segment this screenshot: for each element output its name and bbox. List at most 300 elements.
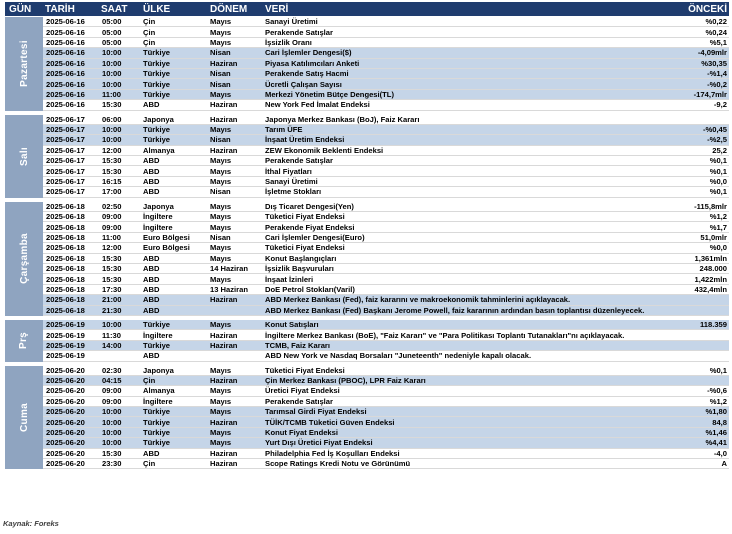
row-time: 04:15: [102, 376, 122, 386]
row-time: 10:00: [102, 48, 122, 58]
row-date: 2025-06-18: [46, 201, 85, 211]
row-previous: -4,0: [713, 448, 727, 458]
row-period: Mayıs: [210, 386, 232, 396]
row-time: 10:00: [102, 438, 122, 448]
row-date: 2025-06-20: [46, 459, 85, 469]
row-country: İngiltere: [143, 330, 173, 340]
row-time: 12:00: [102, 145, 122, 155]
row-date: 2025-06-17: [46, 156, 85, 166]
day-name: Çarşamba: [18, 233, 30, 285]
table-row: [43, 166, 729, 176]
row-time: 21:00: [102, 295, 122, 305]
table-row: [43, 254, 729, 264]
row-time: 10:00: [102, 135, 122, 145]
row-date: 2025-06-17: [46, 187, 85, 197]
table-row: [43, 341, 729, 351]
row-event: TÜİK/TCMB Tüketici Güven Endeksi: [265, 417, 395, 427]
table-row: [43, 17, 729, 27]
day-label: [5, 115, 43, 198]
row-previous: %0,1: [709, 187, 727, 197]
row-period: Mayıs: [210, 428, 232, 438]
row-period: Mayıs: [210, 274, 232, 284]
row-time: 21:30: [102, 305, 122, 315]
row-country: ABD: [143, 351, 160, 361]
table-row: [43, 90, 729, 100]
row-previous: %0,1: [709, 365, 727, 375]
row-country: Türkiye: [143, 48, 171, 58]
header-veri: VERİ: [265, 3, 289, 15]
row-time: 02:30: [102, 365, 122, 375]
table-row: [43, 187, 729, 197]
row-previous: %0,0: [709, 243, 727, 253]
row-period: Haziran: [210, 330, 238, 340]
row-time: 10:00: [102, 428, 122, 438]
row-previous: -4,09mlr: [697, 48, 727, 58]
row-date: 2025-06-20: [46, 438, 85, 448]
day-group-2: [5, 202, 729, 316]
row-time: 06:00: [102, 114, 122, 124]
row-date: 2025-06-20: [46, 448, 85, 458]
row-previous: %0,1: [709, 156, 727, 166]
row-country: ABD: [143, 284, 160, 294]
row-previous: 84,8: [712, 417, 727, 427]
table-row: [43, 407, 729, 417]
row-event: Tüketici Fiyat Endeksi: [265, 243, 345, 253]
row-country: İngiltere: [143, 212, 173, 222]
row-event: TCMB, Faiz Kararı: [265, 340, 330, 350]
row-event: Japonya Merkez Bankası (BoJ), Faiz Kararı: [265, 114, 420, 124]
row-time: 10:00: [102, 417, 122, 427]
row-time: 11:30: [102, 330, 122, 340]
row-time: 10:00: [102, 58, 122, 68]
row-date: 2025-06-16: [46, 79, 85, 89]
row-date: 2025-06-18: [46, 295, 85, 305]
row-time: 09:00: [102, 396, 122, 406]
row-time: 09:00: [102, 212, 122, 222]
row-previous: -%1,4: [707, 69, 727, 79]
row-time: 15:30: [102, 166, 122, 176]
row-date: 2025-06-20: [46, 417, 85, 427]
row-previous: %1,2: [709, 396, 727, 406]
row-country: Japonya: [143, 114, 174, 124]
table-row: [43, 386, 729, 396]
row-time: 12:00: [102, 243, 122, 253]
row-time: 17:00: [102, 187, 122, 197]
row-date: 2025-06-18: [46, 212, 85, 222]
row-time: 15:30: [102, 264, 122, 274]
table-row: [43, 366, 729, 376]
row-event: Perakende Fiyat Endeksi: [265, 222, 355, 232]
row-event: Konut Satışları: [265, 320, 319, 330]
row-event: ABD Merkez Bankası (Fed) Başkanı Jerome Powell, faiz kararının ardından basın toplantısı düzenleyecek.: [265, 305, 645, 315]
day-name: Salı: [18, 146, 30, 166]
day-label: [5, 17, 43, 111]
row-period: Mayıs: [210, 17, 232, 27]
row-event: İngiltere Merkez Bankası (BoE), "Faiz Kararı" ve "Para Politikası Toplantı Tutanakları"nı açıklayacak.: [265, 330, 625, 340]
row-event: Cari İşlemler Dengesi($): [265, 48, 352, 58]
day-rows: [43, 17, 729, 111]
row-event: İnşaat Üretim Endeksi: [265, 135, 345, 145]
day-group-4: [5, 366, 729, 470]
day-rows: [43, 202, 729, 316]
day-rows: [43, 115, 729, 198]
row-country: ABD: [143, 448, 160, 458]
table-row: [43, 274, 729, 284]
row-date: 2025-06-16: [46, 37, 85, 47]
row-previous: %1,2: [709, 212, 727, 222]
row-event: Ücretli Çalışan Sayısı: [265, 79, 342, 89]
row-country: İngiltere: [143, 396, 173, 406]
row-event: Tüketici Fiyat Endeksi: [265, 365, 345, 375]
row-time: 15:30: [102, 100, 122, 110]
row-period: Mayıs: [210, 253, 232, 263]
table-row: [43, 428, 729, 438]
row-event: İşsizlik Başvuruları: [265, 264, 334, 274]
table-row: [43, 306, 729, 316]
row-date: 2025-06-19: [46, 330, 85, 340]
row-period: Nisan: [210, 48, 231, 58]
row-country: Almanya: [143, 386, 175, 396]
row-country: Türkiye: [143, 58, 171, 68]
row-event: Piyasa Katılımcıları Anketi: [265, 58, 360, 68]
table-row: [43, 397, 729, 407]
row-event: Philadelphia Fed İş Koşulları Endeksi: [265, 448, 400, 458]
row-period: Haziran: [210, 145, 238, 155]
table-row: [43, 233, 729, 243]
table-row: [43, 449, 729, 459]
row-period: Haziran: [210, 100, 238, 110]
row-country: Almanya: [143, 145, 175, 155]
row-event: Scope Ratings Kredi Notu ve Görünümü: [265, 459, 411, 469]
row-country: Euro Bölgesi: [143, 233, 190, 242]
row-country: Türkiye: [143, 438, 171, 448]
day-name: Prş: [18, 332, 30, 350]
row-country: ABD: [143, 166, 160, 176]
row-previous: -%0,6: [707, 386, 727, 396]
row-period: Mayıs: [210, 37, 232, 47]
row-country: Euro Bölgesi: [143, 243, 190, 253]
row-date: 2025-06-17: [46, 177, 85, 187]
table-row: [43, 202, 729, 212]
row-period: Haziran: [210, 448, 238, 458]
row-time: 15:30: [102, 448, 122, 458]
table-row: [43, 295, 729, 305]
row-event: New York Fed İmalat Endeksi: [265, 100, 370, 110]
day-name: Cuma: [18, 402, 30, 432]
row-country: Çin: [143, 37, 156, 47]
row-previous: %0,24: [705, 27, 727, 37]
row-time: 02:50: [102, 201, 122, 211]
table-row: [43, 38, 729, 48]
table-row: [43, 243, 729, 253]
row-country: ABD: [143, 177, 160, 187]
table-row: [43, 212, 729, 222]
row-time: 11:00: [102, 89, 122, 99]
table-row: [43, 115, 729, 125]
row-country: Türkiye: [143, 135, 171, 145]
row-country: ABD: [143, 187, 160, 197]
row-country: Japonya: [143, 365, 174, 375]
row-period: Mayıs: [210, 320, 232, 330]
table-row: [43, 27, 729, 37]
row-event: Konut Fiyat Endeksi: [265, 428, 338, 438]
row-event: ZEW Ekonomik Beklenti Endeksi: [265, 145, 384, 155]
row-event: Dış Ticaret Dengesi(Yen): [265, 201, 354, 211]
row-previous: 1,422mln: [694, 274, 727, 284]
row-time: 10:00: [102, 79, 122, 89]
row-previous: %1,80: [705, 407, 727, 417]
row-period: Nisan: [210, 69, 231, 79]
day-label: [5, 202, 43, 316]
day-rows: [43, 320, 729, 362]
row-previous: A: [721, 459, 727, 469]
day-group-0: [5, 17, 729, 111]
row-date: 2025-06-20: [46, 407, 85, 417]
row-event: Üretici Fiyat Endeksi: [265, 386, 340, 396]
row-event: Yurt Dışı Üretici Fiyat Endeksi: [265, 438, 373, 448]
row-previous: 248.000: [699, 264, 727, 274]
row-date: 2025-06-17: [46, 145, 85, 155]
row-event: Tüketici Fiyat Endeksi: [265, 212, 345, 222]
row-event: Sanayi Üretimi: [265, 177, 318, 187]
row-date: 2025-06-16: [46, 58, 85, 68]
row-period: Mayıs: [210, 243, 232, 253]
row-date: 2025-06-16: [46, 48, 85, 58]
table-row: [43, 146, 729, 156]
table-row: [43, 438, 729, 448]
row-period: Nisan: [210, 187, 231, 197]
row-previous: %1,46: [705, 428, 727, 438]
header-gun: GÜN: [9, 3, 32, 15]
row-country: ABD: [143, 100, 160, 110]
row-period: Nisan: [210, 79, 231, 89]
row-event: ABD Merkez Bankası (Fed), faiz kararını ve makroekonomik tahminlerini açıklayacak.: [265, 295, 571, 305]
table-row: [43, 330, 729, 340]
row-date: 2025-06-20: [46, 396, 85, 406]
row-period: Mayıs: [210, 177, 232, 187]
row-time: 23:30: [102, 459, 122, 469]
row-time: 05:00: [102, 27, 122, 37]
row-date: 2025-06-18: [46, 274, 85, 284]
row-date: 2025-06-17: [46, 114, 85, 124]
row-time: 10:00: [102, 125, 122, 135]
row-date: 2025-06-18: [46, 305, 85, 315]
row-event: Sanayi Üretimi: [265, 17, 318, 27]
economic-calendar-table: [5, 2, 729, 469]
row-date: 2025-06-19: [46, 320, 85, 330]
row-previous: -174,7mlr: [693, 89, 727, 99]
row-time: 05:00: [102, 17, 122, 27]
row-date: 2025-06-20: [46, 365, 85, 375]
row-country: Çin: [143, 17, 156, 27]
row-date: 2025-06-19: [46, 340, 85, 350]
row-period: Mayıs: [210, 365, 232, 375]
row-period: Haziran: [210, 295, 238, 305]
row-period: Mayıs: [210, 438, 232, 448]
table-row: [43, 100, 729, 110]
row-previous: -%0,2: [707, 79, 727, 89]
table-row: [43, 459, 729, 469]
row-time: 14:00: [102, 340, 122, 350]
header-ulke: ÜLKE: [143, 3, 171, 15]
table-row: [43, 79, 729, 89]
table-row: [43, 48, 729, 58]
row-country: Türkiye: [143, 320, 171, 330]
row-event: İşsizlik Oranı: [265, 37, 312, 47]
row-event: DoE Petrol Stokları(Varil): [265, 284, 355, 294]
row-date: 2025-06-18: [46, 222, 85, 232]
row-country: Türkiye: [143, 417, 171, 427]
row-previous: %1,7: [709, 222, 727, 232]
day-name: Pazartesi: [18, 40, 30, 88]
header-onceki: ÖNCEKİ: [688, 3, 727, 15]
table-row: [43, 156, 729, 166]
row-date: 2025-06-16: [46, 100, 85, 110]
row-date: 2025-06-18: [46, 264, 85, 274]
row-event: Perakende Satış Hacmi: [265, 69, 349, 79]
row-date: 2025-06-18: [46, 233, 85, 242]
row-previous: -%2,5: [707, 135, 727, 145]
row-date: 2025-06-16: [46, 27, 85, 37]
table-row: [43, 351, 729, 361]
row-period: Mayıs: [210, 396, 232, 406]
row-time: 15:30: [102, 253, 122, 263]
table-row: [43, 285, 729, 295]
row-event: Merkezi Yönetim Bütçe Dengesi(TL): [265, 89, 394, 99]
table-row: [43, 417, 729, 427]
row-country: Çin: [143, 459, 156, 469]
table-row: [43, 222, 729, 232]
row-country: Türkiye: [143, 340, 171, 350]
row-period: 13 Haziran: [210, 284, 248, 294]
row-date: 2025-06-18: [46, 243, 85, 253]
day-group-3: [5, 320, 729, 362]
row-date: 2025-06-20: [46, 428, 85, 438]
row-time: 15:30: [102, 156, 122, 166]
row-country: ABD: [143, 264, 160, 274]
row-event: İşletme Stokları: [265, 187, 322, 197]
row-country: ABD: [143, 274, 160, 284]
row-date: 2025-06-19: [46, 351, 85, 361]
row-date: 2025-06-20: [46, 386, 85, 396]
row-period: Nisan: [210, 233, 231, 242]
table-row: [43, 59, 729, 69]
row-period: Haziran: [210, 459, 238, 469]
row-period: Mayıs: [210, 156, 232, 166]
row-time: 10:00: [102, 320, 122, 330]
row-previous: 1,361mln: [694, 253, 727, 263]
row-date: 2025-06-20: [46, 376, 85, 386]
row-event: Tarımsal Girdi Fiyat Endeksi: [265, 407, 367, 417]
row-event: Tarım ÜFE: [265, 125, 303, 135]
row-date: 2025-06-16: [46, 89, 85, 99]
row-country: ABD: [143, 156, 160, 166]
row-event: Cari İşlemler Dengesi(Euro): [265, 233, 365, 242]
row-country: ABD: [143, 253, 160, 263]
row-country: Çin: [143, 27, 156, 37]
row-period: Mayıs: [210, 201, 232, 211]
row-date: 2025-06-18: [46, 284, 85, 294]
row-date: 2025-06-16: [46, 69, 85, 79]
row-period: Mayıs: [210, 89, 232, 99]
row-event: Perakende Satışlar: [265, 27, 333, 37]
row-country: Türkiye: [143, 125, 171, 135]
row-previous: %5,1: [709, 37, 727, 47]
table-row: [43, 69, 729, 79]
row-previous: %4,41: [705, 438, 727, 448]
row-time: 09:00: [102, 222, 122, 232]
row-date: 2025-06-17: [46, 135, 85, 145]
table-row: [43, 135, 729, 145]
table-row: [43, 264, 729, 274]
row-previous: %0,1: [709, 166, 727, 176]
table-row: [43, 376, 729, 386]
row-time: 10:00: [102, 69, 122, 79]
row-country: İngiltere: [143, 222, 173, 232]
day-group-1: [5, 115, 729, 198]
table-row: [43, 125, 729, 135]
row-period: Haziran: [210, 340, 238, 350]
row-event: Çin Merkez Bankası (PBOC), LPR Faiz Kararı: [265, 376, 426, 386]
row-country: Türkiye: [143, 428, 171, 438]
table-header: [5, 2, 729, 16]
header-saat: SAAT: [101, 3, 128, 15]
row-event: Perakende Satışlar: [265, 396, 333, 406]
row-period: Haziran: [210, 58, 238, 68]
day-groups: [5, 17, 729, 469]
row-country: Türkiye: [143, 79, 171, 89]
row-date: 2025-06-18: [46, 253, 85, 263]
row-previous: %30,35: [701, 58, 727, 68]
row-event: ABD New York ve Nasdaq Borsaları "Juneteenth" nedeniyle kapalı olacak.: [265, 351, 532, 361]
row-period: Haziran: [210, 114, 238, 124]
row-previous: -%0,45: [702, 125, 727, 135]
row-period: Mayıs: [210, 222, 232, 232]
row-time: 09:00: [102, 386, 122, 396]
row-country: Türkiye: [143, 69, 171, 79]
row-previous: %0,22: [705, 17, 727, 27]
row-previous: 51,0mlr: [700, 233, 727, 242]
row-country: Türkiye: [143, 89, 171, 99]
row-period: Mayıs: [210, 27, 232, 37]
row-date: 2025-06-16: [46, 17, 85, 27]
day-label: [5, 320, 43, 362]
table-row: [43, 177, 729, 187]
row-previous: 432,4mln: [694, 284, 727, 294]
row-date: 2025-06-17: [46, 125, 85, 135]
row-period: Haziran: [210, 417, 238, 427]
row-time: 16:15: [102, 177, 122, 187]
row-period: 14 Haziran: [210, 264, 248, 274]
row-period: Mayıs: [210, 125, 232, 135]
day-rows: [43, 366, 729, 470]
row-time: 15:30: [102, 274, 122, 284]
row-country: ABD: [143, 305, 160, 315]
row-time: 05:00: [102, 37, 122, 47]
row-country: Türkiye: [143, 407, 171, 417]
row-period: Nisan: [210, 135, 231, 145]
row-country: Japonya: [143, 201, 174, 211]
row-previous: -9,2: [713, 100, 727, 110]
row-time: 11:00: [102, 233, 122, 242]
row-event: Perakende Satışlar: [265, 156, 333, 166]
source-note: Kaynak: Foreks: [3, 519, 59, 528]
row-event: İthal Fiyatları: [265, 166, 312, 176]
row-event: İnşaat İzinleri: [265, 274, 314, 284]
row-time: 10:00: [102, 407, 122, 417]
row-country: ABD: [143, 295, 160, 305]
row-previous: 118.359: [699, 320, 727, 330]
